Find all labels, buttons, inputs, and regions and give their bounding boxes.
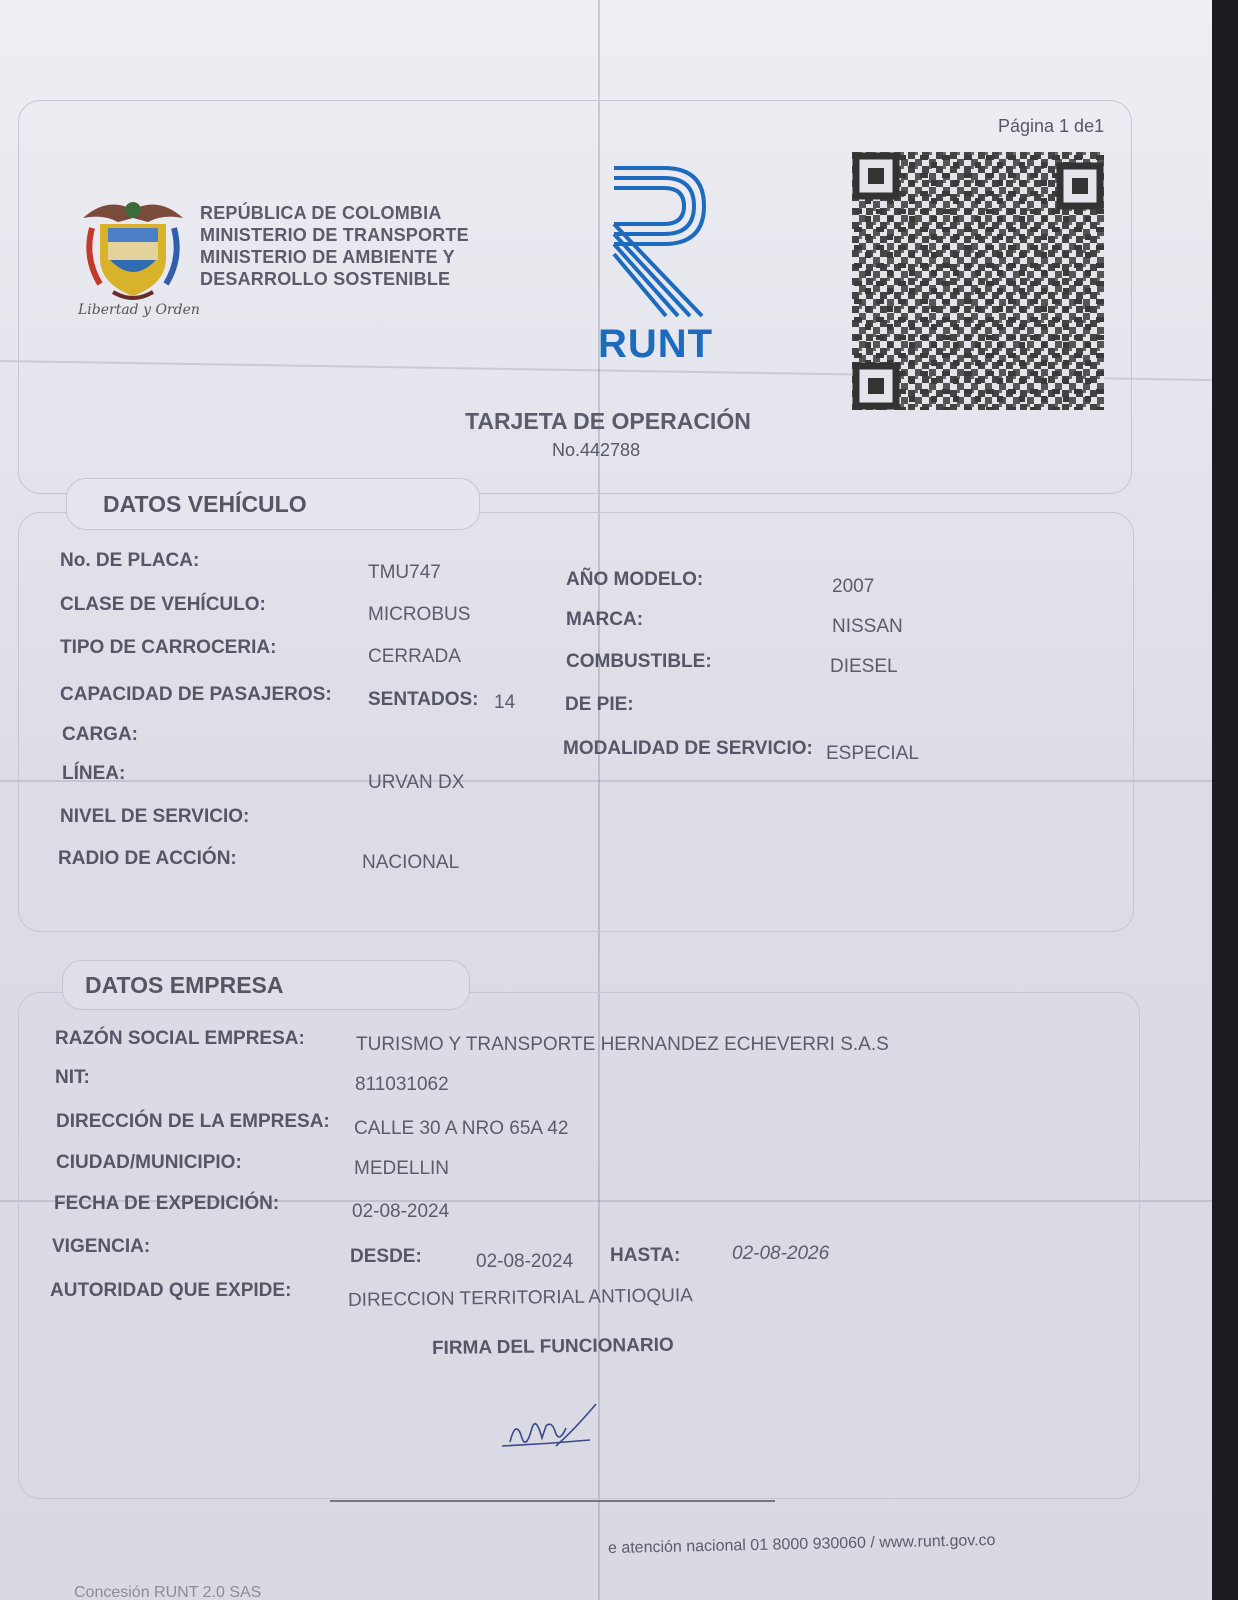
sentados-label: SENTADOS:	[368, 689, 479, 710]
footer-contact: e atención nacional 01 8000 930060 / www.runt.gov.co	[607, 1531, 996, 1558]
carga-label: CARGA:	[62, 724, 138, 745]
razon-value: TURISMO Y TRANSPORTE HERNANDEZ ECHEVERRI S.A.S	[356, 1034, 889, 1055]
modalidad-value: ESPECIAL	[826, 743, 919, 764]
marca-label: MARCA:	[566, 609, 644, 630]
vehicle-section-title-text: DATOS VEHÍCULO	[103, 491, 307, 517]
signature-icon	[496, 1398, 606, 1458]
hasta-value: 02-08-2026	[732, 1243, 830, 1264]
sentados-value: 14	[494, 692, 516, 713]
ministry-line: DESARROLLO SOSTENIBLE	[200, 269, 451, 289]
vigencia-label: VIGENCIA:	[52, 1236, 151, 1257]
desde-label: DESDE:	[350, 1246, 422, 1267]
document-number: No.442788	[552, 440, 641, 460]
page-number: Página 1 de1	[998, 116, 1105, 136]
motto: Libertad y Orden	[78, 302, 200, 318]
anio-label: AÑO MODELO:	[566, 569, 704, 590]
hasta-label: HASTA:	[610, 1245, 681, 1266]
firma-label: FIRMA DEL FUNCIONARIO	[431, 1334, 674, 1359]
capacidad-label: CAPACIDAD DE PASAJEROS:	[60, 684, 332, 705]
clase-label: CLASE DE VEHÍCULO:	[60, 594, 266, 615]
nit-value: 811031062	[355, 1074, 449, 1095]
direccion-value: CALLE 30 A NRO 65A 42	[354, 1118, 569, 1139]
runt-logo-icon	[608, 160, 718, 325]
combustible-label: COMBUSTIBLE:	[566, 651, 712, 672]
anio-value: 2007	[832, 576, 875, 597]
placa-value: TMU747	[368, 562, 441, 583]
company-section-title	[62, 960, 470, 1010]
autoridad-value: DIRECCION TERRITORIAL ANTIOQUIA	[347, 1285, 693, 1311]
desde-value: 02-08-2024	[476, 1251, 574, 1272]
autoridad-label: AUTORIDAD QUE EXPIDE:	[50, 1280, 292, 1301]
radio-value: NACIONAL	[362, 852, 460, 873]
linea-value: URVAN DX	[368, 772, 465, 793]
fecha-label: FECHA DE EXPEDICIÓN:	[54, 1193, 280, 1214]
company-section-title-text: DATOS EMPRESA	[85, 972, 284, 998]
ministry-line: MINISTERIO DE TRANSPORTE	[200, 225, 469, 245]
ministry-line: MINISTERIO DE AMBIENTE Y	[200, 247, 455, 267]
nivel-label: NIVEL DE SERVICIO:	[60, 806, 250, 827]
ciudad-value: MEDELLIN	[354, 1158, 450, 1179]
linea-label: LÍNEA:	[62, 763, 126, 784]
qr-code-icon	[852, 152, 1104, 410]
document-title: TARJETA DE OPERACIÓN	[465, 408, 751, 434]
runt-logo-text: RUNT	[598, 322, 714, 366]
coat-of-arms-icon	[78, 188, 188, 303]
placa-label: No. DE PLACA:	[60, 550, 200, 571]
direccion-label: DIRECCIÓN DE LA EMPRESA:	[56, 1111, 330, 1132]
radio-label: RADIO DE ACCIÓN:	[58, 848, 237, 869]
ministry-line: REPÚBLICA DE COLOMBIA	[200, 203, 442, 223]
signature-line	[330, 1500, 775, 1502]
marca-value: NISSAN	[832, 616, 903, 637]
nit-label: NIT:	[55, 1067, 90, 1088]
footer-concession: Concesión RUNT 2.0 SAS	[74, 1584, 262, 1600]
carroceria-label: TIPO DE CARROCERIA:	[60, 637, 277, 658]
fecha-value: 02-08-2024	[352, 1201, 450, 1222]
ministry-block	[200, 202, 469, 290]
razon-label: RAZÓN SOCIAL EMPRESA:	[55, 1028, 305, 1049]
clase-value: MICROBUS	[368, 604, 471, 625]
depie-label: DE PIE:	[565, 694, 634, 715]
modalidad-label: MODALIDAD DE SERVICIO:	[563, 738, 813, 759]
vehicle-section-title	[66, 478, 480, 530]
ciudad-label: CIUDAD/MUNICIPIO:	[56, 1152, 242, 1173]
carroceria-value: CERRADA	[368, 646, 461, 667]
combustible-value: DIESEL	[830, 656, 898, 677]
